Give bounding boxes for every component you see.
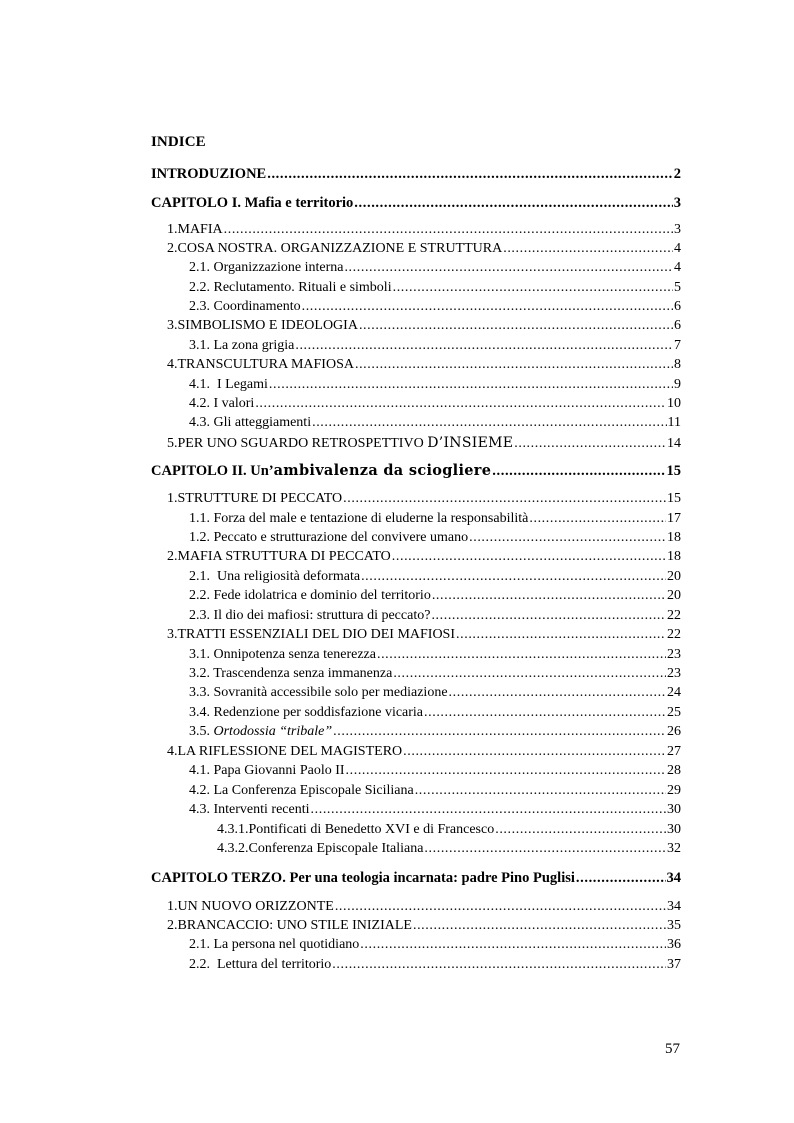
toc-entry-title: 4.2. I valori bbox=[189, 396, 255, 411]
toc-leader-dots bbox=[514, 434, 666, 454]
toc-leader-dots bbox=[333, 722, 666, 742]
toc-leader-dots bbox=[413, 916, 666, 936]
toc-entry-3-3[interactable] bbox=[189, 683, 681, 703]
toc-entry-page: 3 bbox=[674, 222, 681, 237]
toc-entry-title: 4.2. La Conferenza Episcopale Siciliana bbox=[189, 783, 414, 798]
toc-leader-dots bbox=[255, 394, 666, 414]
toc-entry-brancaccio[interactable] bbox=[167, 916, 681, 936]
toc-entry-page: 37 bbox=[667, 957, 681, 972]
toc-entry-page: 9 bbox=[674, 377, 681, 392]
toc-leader-dots bbox=[424, 703, 666, 723]
toc-entry-2-2[interactable] bbox=[189, 278, 681, 298]
toc-entry-page: 25 bbox=[667, 705, 681, 720]
toc-entry-number: 4. bbox=[167, 744, 178, 759]
toc-entry-number: 4.3.2. bbox=[217, 841, 249, 856]
toc-entry-title: 3.5. bbox=[189, 724, 214, 739]
toc-entry-2-3[interactable] bbox=[189, 297, 681, 317]
toc-leader-dots bbox=[295, 336, 673, 356]
toc-entry-2-2c[interactable] bbox=[189, 955, 681, 975]
toc-entry-title: CAPITOLO II. Un’ bbox=[151, 463, 274, 479]
toc-leader-dots bbox=[335, 897, 666, 917]
toc-leader-dots bbox=[302, 297, 673, 317]
toc-entry-title: 1.2. Peccato e strutturazione del convivere umano bbox=[189, 530, 469, 545]
toc-entry-page: 30 bbox=[667, 802, 681, 817]
toc-entry-page: 3 bbox=[673, 195, 681, 211]
toc-leader-dots bbox=[492, 461, 665, 481]
toc-entry-title: TRATTI ESSENZIALI DEL DIO DEI MAFIOSI bbox=[177, 627, 456, 642]
toc-entry-number: 4. bbox=[167, 357, 178, 372]
toc-leader-dots bbox=[267, 164, 673, 184]
toc-leader-dots bbox=[355, 355, 673, 375]
toc-entry-strutture-peccato[interactable] bbox=[167, 489, 681, 509]
toc-entry-title: CAPITOLO TERZO. Per una teologia incarnata: padre Pino Puglisi bbox=[151, 870, 575, 886]
toc-leader-dots bbox=[344, 258, 673, 278]
toc-entry-introduzione[interactable] bbox=[151, 164, 681, 184]
toc-entry-title: 2.3. Coordinamento bbox=[189, 299, 301, 314]
toc-entry-title: 4.1. Papa Giovanni Paolo II bbox=[189, 763, 345, 778]
toc-leader-dots bbox=[449, 683, 666, 703]
toc-entry-title: 3.2. Trascendenza senza immanenza bbox=[189, 666, 393, 681]
toc-entry-title-extra: Ortodossia “tribale” bbox=[213, 724, 333, 739]
toc-entry-title: 2.1. Organizzazione interna bbox=[189, 260, 344, 275]
toc-heading: INDICE bbox=[151, 134, 206, 150]
toc-entry-page: 34 bbox=[667, 899, 681, 914]
toc-entry-4-2[interactable] bbox=[189, 394, 681, 414]
toc-entry-title: 2.2. Reclutamento. Rituali e simboli bbox=[189, 280, 392, 295]
toc-entry-page: 5 bbox=[674, 280, 681, 295]
toc-entry-title: 3.1. La zona grigia bbox=[189, 338, 295, 353]
toc-leader-dots bbox=[359, 316, 673, 336]
toc-entry-2-1[interactable] bbox=[189, 258, 681, 278]
toc-leader-dots bbox=[456, 625, 666, 645]
toc-entry-title: COSA NOSTRA. ORGANIZZAZIONE E STRUTTURA bbox=[177, 241, 503, 256]
page-number: 57 bbox=[665, 1041, 680, 1057]
toc-leader-dots bbox=[224, 220, 673, 240]
toc-entry-title: Pontificati di Benedetto XVI e di Francesco bbox=[248, 822, 495, 837]
toc-entry-page: 22 bbox=[667, 627, 681, 642]
toc-leader-dots bbox=[503, 239, 673, 259]
toc-entry-4-1b[interactable] bbox=[189, 761, 681, 781]
toc-leader-dots bbox=[312, 413, 666, 433]
toc-entry-number: 4.3.1. bbox=[217, 822, 249, 837]
toc-entry-page: 23 bbox=[667, 647, 681, 662]
toc-entry-number: 2. bbox=[167, 241, 178, 256]
toc-entry-page: 20 bbox=[667, 569, 681, 584]
toc-entry-2-1c[interactable] bbox=[189, 935, 681, 955]
toc-leader-dots bbox=[415, 781, 666, 801]
toc-entry-page: 20 bbox=[667, 588, 681, 603]
toc-entry-title: 4.1. I Legami bbox=[189, 377, 268, 392]
toc-entry-page: 32 bbox=[667, 841, 681, 856]
toc-entry-page: 7 bbox=[674, 338, 681, 353]
toc-entry-transcultura[interactable] bbox=[167, 355, 681, 375]
toc-leader-dots bbox=[269, 375, 673, 395]
toc-entry-page: 8 bbox=[674, 357, 681, 372]
toc-entry-title: MAFIA STRUTTURA DI PECCATO bbox=[177, 549, 391, 564]
toc-entry-3-5[interactable] bbox=[189, 722, 681, 742]
toc-entry-page: 14 bbox=[667, 436, 681, 451]
toc-entry-capitolo-terzo[interactable] bbox=[151, 868, 681, 888]
toc-entry-title: 2.2. Lettura del territorio bbox=[189, 957, 332, 972]
toc-leader-dots bbox=[311, 800, 666, 820]
toc-entry-page: 11 bbox=[667, 415, 681, 430]
toc-entry-page: 17 bbox=[667, 511, 681, 526]
toc-entry-title: 3.1. Onnipotenza senza tenerezza bbox=[189, 647, 376, 662]
toc-entry-4-3-2[interactable] bbox=[217, 839, 681, 859]
toc-entry-2-3b[interactable] bbox=[189, 606, 681, 626]
toc-entry-nuovo-orizzonte[interactable] bbox=[167, 897, 681, 917]
toc-entry-title-extra: ambivalenza da sciogliere bbox=[273, 462, 492, 479]
toc-entry-number: 1. bbox=[167, 899, 178, 914]
toc-entry-page: 4 bbox=[674, 260, 681, 275]
toc-leader-dots bbox=[495, 820, 666, 840]
toc-entry-simbolismo[interactable] bbox=[167, 316, 681, 336]
toc-entry-title: 3.3. Sovranità accessibile solo per mediazione bbox=[189, 685, 448, 700]
toc-leader-dots bbox=[469, 528, 666, 548]
toc-entry-title-extra: D’INSIEME bbox=[427, 435, 514, 451]
toc-entry-title: PER UNO SGUARDO RETROSPETTIVO bbox=[177, 436, 428, 451]
toc-entry-number: 3. bbox=[167, 627, 178, 642]
toc-entry-page: 18 bbox=[667, 549, 681, 564]
toc-entry-4-3[interactable] bbox=[189, 413, 681, 433]
toc-entry-3-1[interactable] bbox=[189, 336, 681, 356]
toc-entry-capitolo-1[interactable] bbox=[151, 193, 681, 213]
toc-leader-dots bbox=[393, 278, 673, 298]
toc-entry-page: 29 bbox=[667, 783, 681, 798]
toc-leader-dots bbox=[354, 193, 672, 213]
toc-entry-magistero[interactable] bbox=[167, 742, 681, 762]
toc-entry-2-1b[interactable] bbox=[189, 567, 681, 587]
toc-leader-dots bbox=[332, 955, 666, 975]
toc-entry-page: 35 bbox=[667, 918, 681, 933]
toc-leader-dots bbox=[360, 935, 666, 955]
toc-entry-title: 2.1. Una religiosità deformata bbox=[189, 569, 361, 584]
toc-entry-page: 28 bbox=[667, 763, 681, 778]
toc-entry-3-2[interactable] bbox=[189, 664, 681, 684]
toc-entry-page: 36 bbox=[667, 937, 681, 952]
toc-entry-title: 4.3. Interventi recenti bbox=[189, 802, 310, 817]
toc-entry-number: 1. bbox=[167, 222, 178, 237]
toc-entry-title: 2.1. La persona nel quotidiano bbox=[189, 937, 360, 952]
toc-entry-page: 30 bbox=[667, 822, 681, 837]
toc-entry-4-2b[interactable] bbox=[189, 781, 681, 801]
toc-entry-page: 2 bbox=[673, 166, 681, 182]
toc-entry-mafia-struttura[interactable] bbox=[167, 547, 681, 567]
toc-entry-sguardo-retrospettivo[interactable] bbox=[167, 433, 681, 453]
toc-entry-page: 15 bbox=[667, 491, 681, 506]
toc-entry-page: 27 bbox=[667, 744, 681, 759]
toc-entry-mafia[interactable] bbox=[167, 220, 681, 240]
toc-leader-dots bbox=[424, 839, 666, 859]
toc-entry-tratti-essenziali[interactable] bbox=[167, 625, 681, 645]
toc-entry-title: STRUTTURE DI PECCATO bbox=[177, 491, 343, 506]
toc-entry-number: 1. bbox=[167, 491, 178, 506]
toc-leader-dots bbox=[361, 567, 666, 587]
toc-entry-title: CAPITOLO I. Mafia e territorio bbox=[151, 195, 354, 211]
toc-entry-page: 18 bbox=[667, 530, 681, 545]
toc-entry-title: 1.1. Forza del male e tentazione di eluderne la responsabilità bbox=[189, 511, 529, 526]
toc-leader-dots bbox=[346, 761, 666, 781]
toc-entry-3-1b[interactable] bbox=[189, 645, 681, 665]
toc-entry-title: BRANCACCIO: UNO STILE INIZIALE bbox=[177, 918, 412, 933]
toc-entry-cosa-nostra[interactable] bbox=[167, 239, 681, 259]
toc-entry-number: 2. bbox=[167, 549, 178, 564]
toc-entry-title: TRANSCULTURA MAFIOSA bbox=[177, 357, 354, 372]
toc-entry-number: 3. bbox=[167, 318, 178, 333]
toc-entry-page: 23 bbox=[667, 666, 681, 681]
toc-entry-number: 5. bbox=[167, 436, 178, 451]
toc-leader-dots bbox=[403, 742, 666, 762]
toc-leader-dots bbox=[529, 509, 666, 529]
toc-entry-title: LA RIFLESSIONE DEL MAGISTERO bbox=[177, 744, 403, 759]
toc-entry-number: 2. bbox=[167, 918, 178, 933]
toc-entry-title: 2.2. Fede idolatrica e dominio del territorio bbox=[189, 588, 431, 603]
toc-entry-title: 2.3. Il dio dei mafiosi: struttura di peccato? bbox=[189, 608, 431, 623]
toc-entry-title: MAFIA bbox=[177, 222, 223, 237]
toc-entry-page: 15 bbox=[666, 463, 681, 479]
toc-leader-dots bbox=[393, 664, 666, 684]
toc-entry-page: 6 bbox=[674, 318, 681, 333]
toc-leader-dots bbox=[431, 606, 666, 626]
toc-leader-dots bbox=[343, 489, 666, 509]
toc-leader-dots bbox=[432, 586, 666, 606]
toc-entry-title: UN NUOVO ORIZZONTE bbox=[177, 899, 334, 914]
toc-entry-page: 10 bbox=[667, 396, 681, 411]
toc-entry-page: 22 bbox=[667, 608, 681, 623]
toc-entry-4-3-1[interactable] bbox=[217, 820, 681, 840]
toc-entry-title: SIMBOLISMO E IDEOLOGIA bbox=[177, 318, 358, 333]
toc-entry-page: 26 bbox=[667, 724, 681, 739]
toc-entry-2-2b[interactable] bbox=[189, 586, 681, 606]
toc-entry-1-1[interactable] bbox=[189, 509, 681, 529]
toc-entry-page: 24 bbox=[667, 685, 681, 700]
toc-entry-4-1[interactable] bbox=[189, 375, 681, 395]
toc-leader-dots bbox=[392, 547, 666, 567]
toc-entry-3-4[interactable] bbox=[189, 703, 681, 723]
toc-entry-title: 3.4. Redenzione per soddisfazione vicaria bbox=[189, 705, 424, 720]
toc-entry-page: 34 bbox=[666, 870, 681, 886]
toc-entry-4-3b[interactable] bbox=[189, 800, 681, 820]
toc-entry-page: 6 bbox=[674, 299, 681, 314]
toc-entry-title: INTRODUZIONE bbox=[151, 166, 267, 182]
toc-entry-page: 4 bbox=[674, 241, 681, 256]
toc-leader-dots bbox=[576, 868, 666, 888]
toc-entry-capitolo-2[interactable] bbox=[151, 461, 681, 481]
toc-leader-dots bbox=[377, 645, 666, 665]
toc-entry-1-2[interactable] bbox=[189, 528, 681, 548]
toc-entry-title: 4.3. Gli atteggiamenti bbox=[189, 415, 312, 430]
toc-entry-title: Conferenza Episcopale Italiana bbox=[248, 841, 424, 856]
